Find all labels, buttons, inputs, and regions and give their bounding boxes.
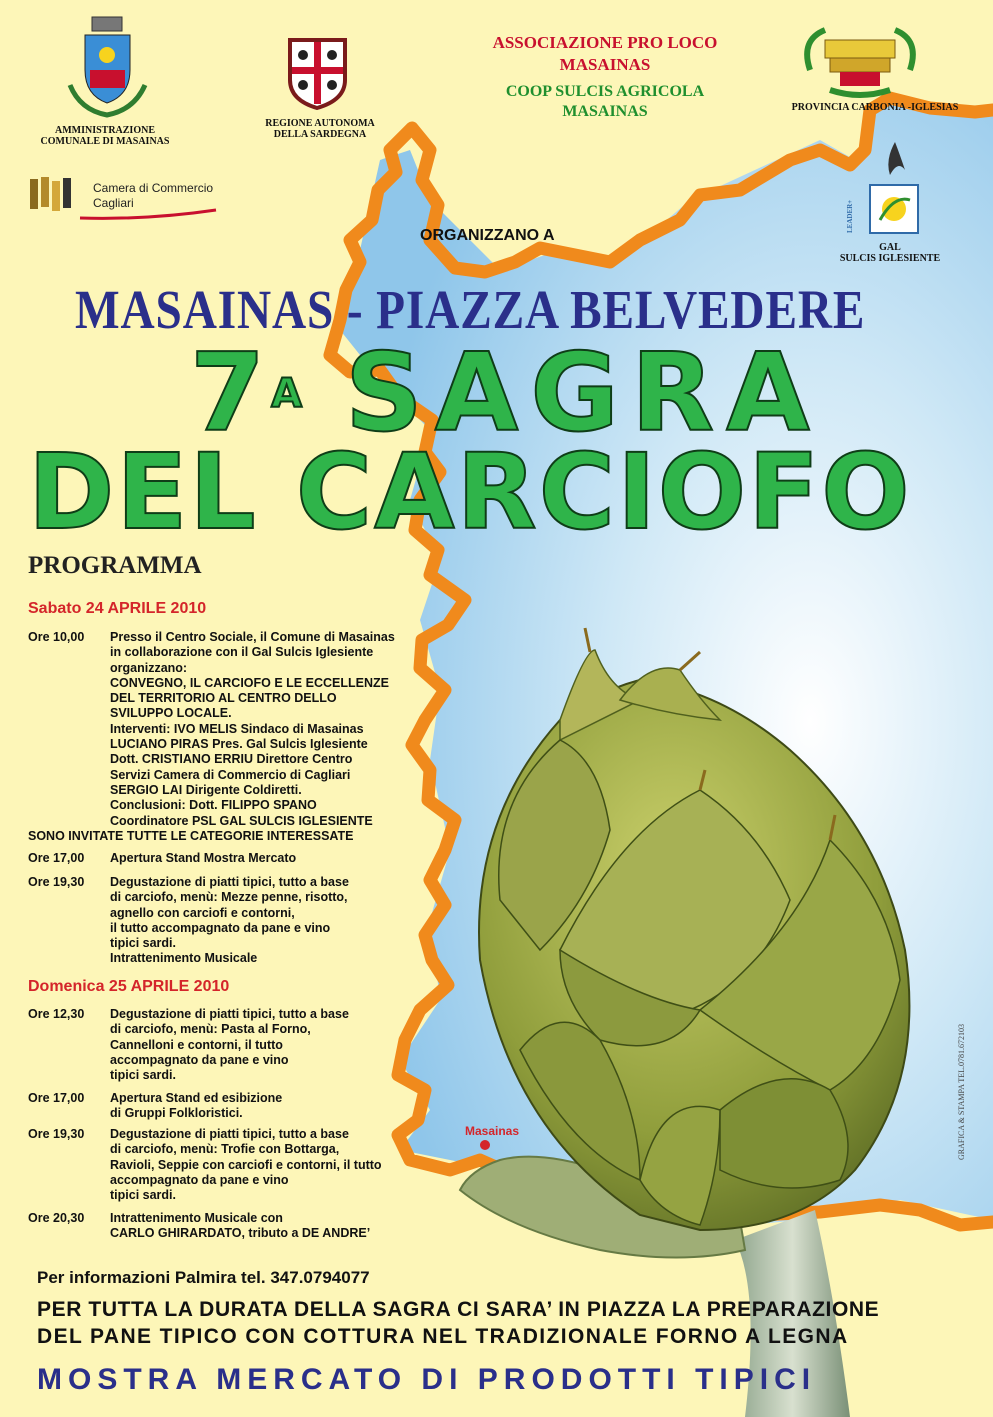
event-line: organizzano: [110,660,188,675]
event-line: SVILUPPO LOCALE. [110,706,232,721]
sat-event-3 [28,875,448,970]
event-line: agnello con carciofi e contorni, [110,905,295,920]
camera-label-1: Camera di Commercio [93,181,214,195]
event-line: Presso il Centro Sociale, il Comune di Masainas [110,630,395,644]
event-time: Ore 10,00 [28,630,85,644]
print-credit: GRAFICA & STAMPA TEL.0781.672103 [957,1023,966,1160]
event-line: CARLO GHIRARDATO, tributo a DE ANDRE’ [110,1226,371,1241]
gal-logo [860,140,930,240]
event-line: tipici sardi. [110,1068,176,1083]
event-line: Servizi Camera di Commercio di Cagliari [110,767,351,782]
event-line: Coordinatore PSL GAL SULCIS IGLESIENTE [110,813,373,828]
organizzano-label: ORGANIZZANO A [420,227,555,244]
event-time: Ore 19,30 [28,875,85,889]
sun-event-1 [28,1007,448,1087]
programma-heading: PROGRAMMA [28,552,202,579]
event-time: Ore 20,30 [28,1211,85,1225]
mostra-banner: MOSTRA MERCATO DI PRODOTTI TIPICI [37,1363,817,1396]
title-edition-number: 7 [190,331,272,456]
event-line: Ravioli, Seppie con carciofi e contorni, il tutto [110,1157,382,1172]
event-description [110,875,430,967]
event-line: in collaborazione con il Gal Sulcis Iglesiente [110,645,374,660]
event-line: di Gruppi Folkloristici. [110,1106,243,1121]
event-description [110,1091,430,1122]
event-line: Apertura Stand ed esibizione [110,1091,283,1105]
camera-label-2: Cagliari [93,196,134,210]
bottom-line-1: PER TUTTA LA DURATA DELLA SAGRA CI SARA’ IN PIAZZA LA PREPARAZIONE [37,1298,880,1321]
organizer-coop-town: MASAINAS [562,103,648,120]
event-time: Ore 19,30 [28,1127,85,1141]
title-sagra: SAGRA [345,331,822,456]
title-del-carciofo: DEL CARCIOFO [28,431,912,553]
event-line: accompagnato da pane e vino [110,1172,289,1187]
regione-label: REGIONE AUTONOMA DELLA SARDEGNA [265,118,375,140]
title-edition-sup: A [271,371,303,417]
event-line: di carciofo, menù: Pasta al Forno, [110,1022,311,1037]
event-line: Degustazione di piatti tipici, tutto a base [110,1007,349,1021]
event-line: di carciofo, menù: Trofie con Bottarga, [110,1142,340,1157]
event-time: Ore 17,00 [28,1091,85,1105]
event-time: Ore 12,30 [28,1007,85,1021]
sun-event-3 [28,1127,448,1207]
camera-swoosh-icon [78,208,218,222]
event-line: LUCIANO PIRAS Pres. Gal Sulcis Iglesiente [110,737,368,752]
event-line: SERGIO LAI Dirigente Coldiretti. [110,782,302,797]
event-line: di carciofo, menù: Mezze penne, risotto, [110,890,348,905]
event-line: Degustazione di piatti tipici, tutto a base [110,875,349,889]
event-line: il tutto accompagnato da pane e vino [110,920,331,935]
bottom-line-2: DEL PANE TIPICO CON COTTURA NEL TRADIZIONALE FORNO A LEGNA [37,1325,849,1348]
event-line: Intrattenimento Musicale con [110,1211,283,1225]
event-line: Intrattenimento Musicale [110,951,258,966]
event-description [110,851,430,866]
sat-event-2 [28,851,448,869]
map-location-dot [480,1140,490,1150]
camera-commercio-logo [28,175,218,225]
comune-logo [60,15,155,120]
headline: MASAINAS - PIAZZA BELVEDERE [75,279,866,340]
event-line: Degustazione di piatti tipici, tutto a base [110,1127,349,1141]
event-line: tipici sardi. [110,936,176,951]
gal-label: GAL SULCIS IGLESIENTE [839,242,941,264]
event-line: CONVEGNO, IL CARCIOFO E LE ECCELLENZE [110,675,389,690]
sun-event-4 [28,1211,448,1245]
comune-crest-icon [60,15,155,120]
gal-leaf-icon [860,140,930,240]
regione-shield-icon [285,30,350,110]
gal-vertical-label: LEADER+ [846,199,854,233]
saturday-heading: Sabato 24 APRILE 2010 [28,600,207,617]
event-description [110,1211,430,1242]
organizer-proloco: ASSOCIAZIONE PRO LOCO [492,33,718,52]
invite-line: SONO INVITATE TUTTE LE CATEGORIE INTERESSATE [28,829,354,843]
event-description [110,1007,430,1083]
event-line: DEL TERRITORIO AL CENTRO DELLO [110,691,337,706]
event-line: Conclusioni: Dott. FILIPPO SPANO [110,798,317,813]
regione-logo [285,30,350,110]
event-line: Apertura Stand Mostra Mercato [110,851,297,865]
event-line: Interventi: IVO MELIS Sindaco di Masainas [110,721,364,736]
provincia-label: PROVINCIA CARBONIA -IGLESIAS [791,102,959,113]
camera-mark-icon [28,175,73,215]
comune-label: AMMINISTRAZIONE COMUNALE DI MASAINAS [40,125,170,147]
sun-event-2 [28,1091,448,1125]
event-description [110,630,430,829]
map-label: Masainas [465,1124,520,1138]
event-line: Cannelloni e contorni, il tutto [110,1037,283,1052]
event-description [110,1127,430,1203]
event-line: tipici sardi. [110,1188,176,1203]
event-time: Ore 17,00 [28,851,85,865]
sunday-heading: Domenica 25 APRILE 2010 [28,978,230,995]
event-line: accompagnato da pane e vino [110,1052,289,1067]
info-line: Per informazioni Palmira tel. 347.0794077 [37,1268,370,1287]
sat-event-1 [28,630,448,830]
event-line: Dott. CRISTIANO ERRIU Direttore Centro [110,752,353,767]
provincia-logo [800,20,920,100]
organizer-proloco-town: MASAINAS [559,55,651,74]
provincia-crown-icon [800,20,920,100]
organizer-coop: COOP SULCIS AGRICOLA [505,83,705,100]
